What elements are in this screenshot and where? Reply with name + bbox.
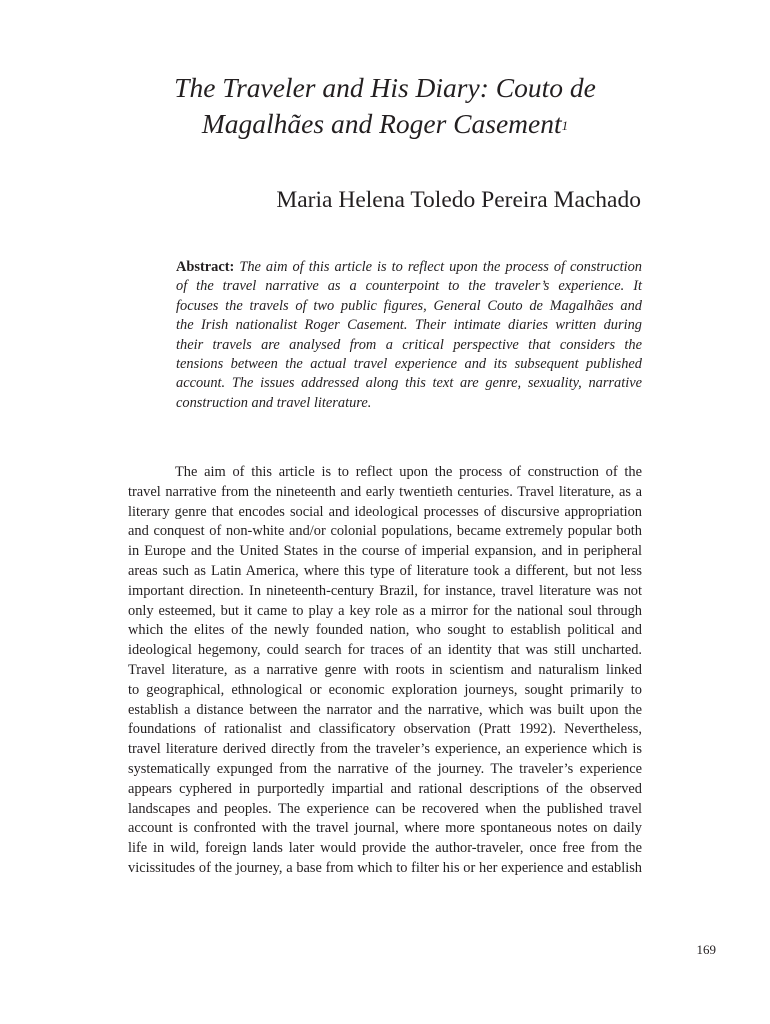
- abstract-line: focuses the travels of two public figures, General Couto de Magalhães and: [176, 297, 642, 314]
- body-line: foundations of rationalist and classificatory observation (Pratt 1992). Nevertheless,: [128, 721, 642, 738]
- body-line: The aim of this article is to reflect upon the process of construction of the: [175, 464, 642, 480]
- title-line-2: [120, 106, 650, 142]
- body-paragraph: [128, 463, 642, 879]
- body-line: and conquest of non-white and/or colonial populations, became extremely popular both: [128, 523, 642, 540]
- body-line: account is confronted with the travel journal, where more spontaneous notes on daily: [128, 820, 642, 837]
- body-line: life in wild, foreign lands later would provide the author-traveler, once free from the: [128, 840, 642, 857]
- body-line: appears cyphered in purportedly impartial and rational descriptions of the observed: [128, 780, 642, 797]
- body-line: which the elites of the newly founded nation, who sought to establish political and: [128, 622, 642, 639]
- abstract: [176, 258, 642, 413]
- body-line: travel literature derived directly from the traveler’s experience, an experience which is: [128, 741, 642, 758]
- title-line-2-text: Magalhães and Roger Casement: [201, 108, 562, 139]
- body-line: areas such as Latin America, where this type of literature took a different, but not less: [128, 562, 642, 579]
- body-line: literary genre that encodes social and ideological processes of discursive appropriation: [128, 503, 642, 520]
- body-line: important direction. In nineteenth-century Brazil, for instance, travel literature was not: [128, 582, 642, 599]
- title-line-1: The Traveler and His Diary: Couto de: [174, 72, 596, 103]
- abstract-line: the Irish nationalist Roger Casement. Their intimate diaries written during: [176, 317, 642, 334]
- abstract-line: [176, 258, 642, 277]
- abstract-line: their travels are analysed from a critical perspective that considers the: [176, 336, 642, 353]
- body-line: to geographical, ethnological or economic exploration journeys, sought primarily to: [128, 681, 642, 698]
- body-line: only esteemed, but it came to play a key role as a mirror for the national soul through: [128, 602, 642, 619]
- article-title: [120, 70, 650, 142]
- body-line: establish a distance between the narrator and the narrative, which was built upon the: [128, 701, 642, 718]
- body-line: landscapes and peoples. The experience can be recovered when the published travel: [128, 800, 642, 817]
- body-line: systematically expunged from the narrative of the journey. The traveler’s experience: [128, 760, 642, 777]
- abstract-line: tensions between the actual travel experience and its subsequent published: [176, 356, 642, 373]
- abstract-line: construction and travel literature.: [176, 394, 372, 411]
- body-line: vicissitudes of the journey, a base from which to filter his or her experience and establish: [128, 859, 642, 876]
- page-number: 169: [696, 942, 716, 957]
- abstract-label: Abstract:: [176, 259, 235, 275]
- title-footnote-marker: 1: [561, 118, 569, 133]
- abstract-line-text: The aim of this article is to reflect upon the process of construction: [239, 259, 642, 275]
- author-name: Maria Helena Toledo Pereira Machado: [276, 187, 641, 213]
- abstract-line: of the travel narrative as a counterpoint to the traveler’s experience. It: [176, 278, 642, 295]
- body-line: travel narrative from the nineteenth and early twentieth centuries. Travel literature, as a: [128, 483, 642, 500]
- body-line: in Europe and the United States in the course of imperial expansion, and in peripheral: [128, 543, 642, 560]
- abstract-line: account. The issues addressed along this text are genre, sexuality, narrative: [176, 375, 642, 392]
- body-line: Travel literature, as a narrative genre with roots in scientism and naturalism linked: [128, 661, 642, 678]
- body-line: ideological hegemony, could search for traces of an identity that was still uncharted.: [128, 642, 642, 659]
